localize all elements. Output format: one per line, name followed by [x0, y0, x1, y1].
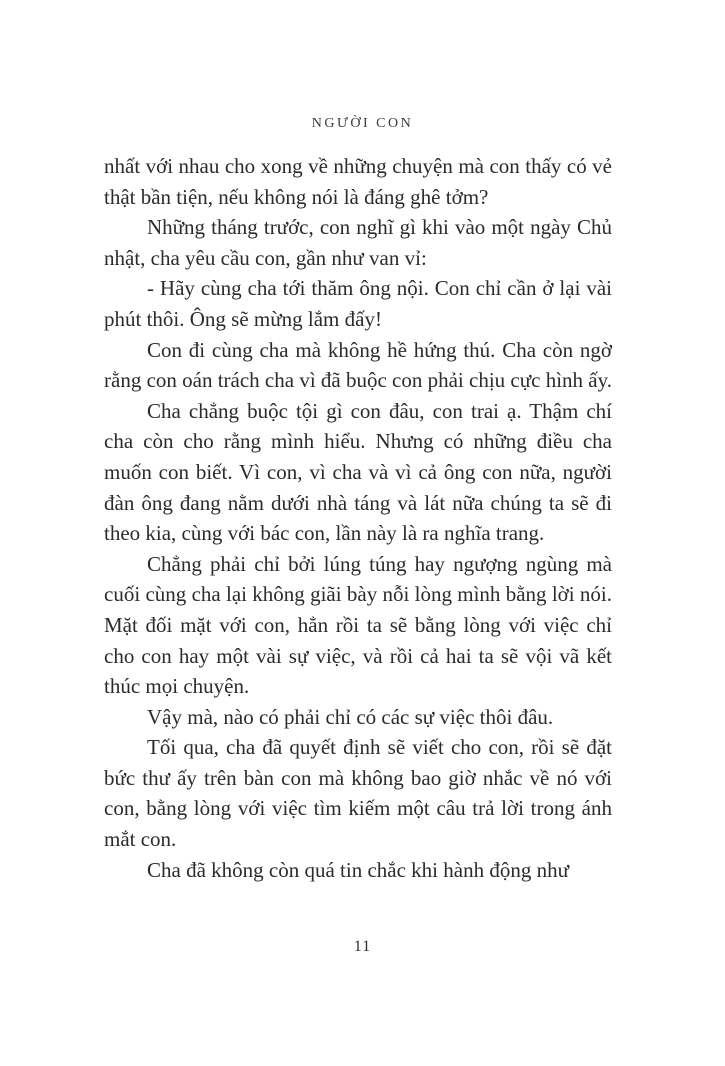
- paragraph: - Hãy cùng cha tới thăm ông nội. Con chỉ cần ở lại vài phút thôi. Ông sẽ mừng lắm đấy!: [104, 276, 612, 331]
- paragraph: Tối qua, cha đã quyết định sẽ viết cho con, rồi sẽ đặt bức thư ấy trên bàn con mà không bao giờ nhắc về nó với con, bằng lòng với việc tìm kiếm một câu trả lời trong ánh mắt con.: [104, 735, 612, 852]
- paragraph: Cha chẳng buộc tội gì con đâu, con trai ạ. Thậm chí cha còn cho rằng mình hiểu. Nhưng có những điều cha muốn con biết. Vì con, vì cha và vì cả ông con nữa, người đàn ông đang nằm dưới nhà táng và lát nữa chúng ta sẽ đi theo kia, cùng với bác con, lần này là ra nghĩa trang.: [104, 398, 612, 546]
- paragraph: nhất với nhau cho xong về những chuyện mà con thấy có vẻ thật bần tiện, nếu không nói là đáng ghê tởm?: [104, 154, 612, 209]
- paragraph: Cha đã không còn quá tin chắc khi hành động như: [147, 857, 569, 882]
- paragraph: Vậy mà, nào có phải chỉ có các sự việc thôi đâu.: [147, 704, 554, 729]
- paragraph: Con đi cùng cha mà không hề hứng thú. Cha còn ngờ rằng con oán trách cha vì đã buộc con phải chịu cực hình ấy.: [104, 337, 612, 393]
- body-text: [104, 151, 612, 885]
- page-number: 11: [353, 938, 372, 955]
- paragraph: Những tháng trước, con nghĩ gì khi vào một ngày Chủ nhật, cha yêu cầu con, gần như van vỉ:: [104, 215, 612, 270]
- paragraph: Chẳng phải chỉ bởi lúng túng hay ngượng ngùng mà cuối cùng cha lại không giãi bày nỗi lòng mình bằng lời nói. Mặt đối mặt với con, hẳn rồi ta sẽ bằng lòng với việc chỉ cho con hay một vài sự việc, và rồi cả hai ta sẽ vội vã kết thúc mọi chuyện.: [104, 551, 612, 699]
- running-head: NGƯỜI CON: [311, 116, 414, 131]
